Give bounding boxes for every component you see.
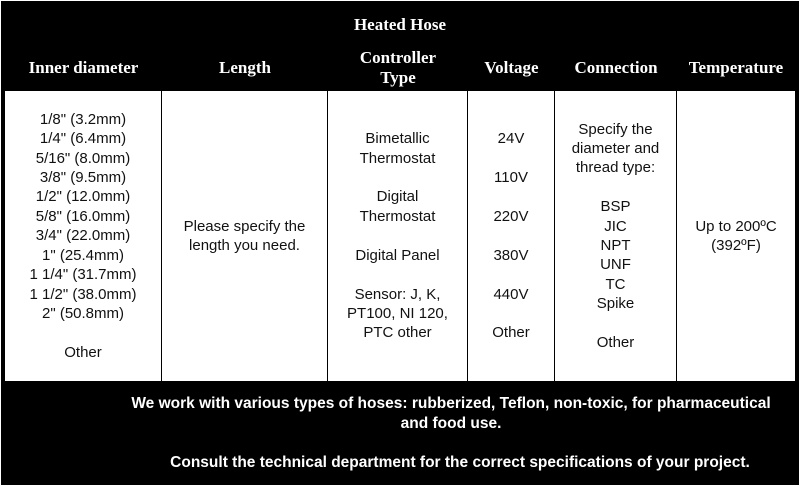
cell-temperature (677, 91, 795, 381)
length-text: Please specify the length you need. (183, 217, 306, 254)
header-voltage: Voltage (484, 58, 539, 77)
heated-hose-spec-table (1, 1, 799, 485)
table-body-row (5, 91, 795, 381)
cell-inner-diameter (5, 91, 162, 381)
cell-voltage (468, 91, 555, 381)
cell-controller-type (328, 91, 468, 381)
header-connection: Connection (574, 58, 658, 77)
header-controller-type: Controller Type (359, 48, 437, 87)
cell-length (162, 91, 328, 381)
temperature-text: Up to 200ºC (392ºF) (695, 217, 777, 254)
connection-list: Specify the diameter and thread type: BSP JIC NPT UNF TC Spike Other (571, 120, 660, 352)
header-inner-diameter: Inner diameter (28, 58, 139, 77)
footer-hose-types-note: We work with various types of hoses: rubberized, Teflon, non-toxic, for pharmaceutical and food use. (131, 395, 771, 432)
header-temperature: Temperature (688, 58, 784, 77)
cell-connection (555, 91, 677, 381)
controller-type-list: Bimetallic Thermostat Digital Thermostat Digital Panel Sensor: J, K, PT100, NI 120, PTC other (347, 130, 448, 342)
footer-notes (1, 385, 799, 481)
header-length: Length (219, 58, 271, 77)
footer-consult-note: Consult the technical department for the correct specifications of your project. (170, 454, 750, 471)
inner-diameter-list: 1/8" (3.2mm) 1/4" (6.4mm) 5/16" (8.0mm) 3/8" (9.5mm) 1/2" (12.0mm) 5/8" (16.0mm) 3/4" (22.0mm) 1" (25.4mm) 1 1/4" (31.7mm) 1 1/2" (38.0mm) 2" (50.8mm) Other (29, 110, 137, 361)
voltage-list: 24V 110V 220V 380V 440V Other (492, 130, 530, 342)
table-title: Heated Hose (353, 15, 447, 34)
